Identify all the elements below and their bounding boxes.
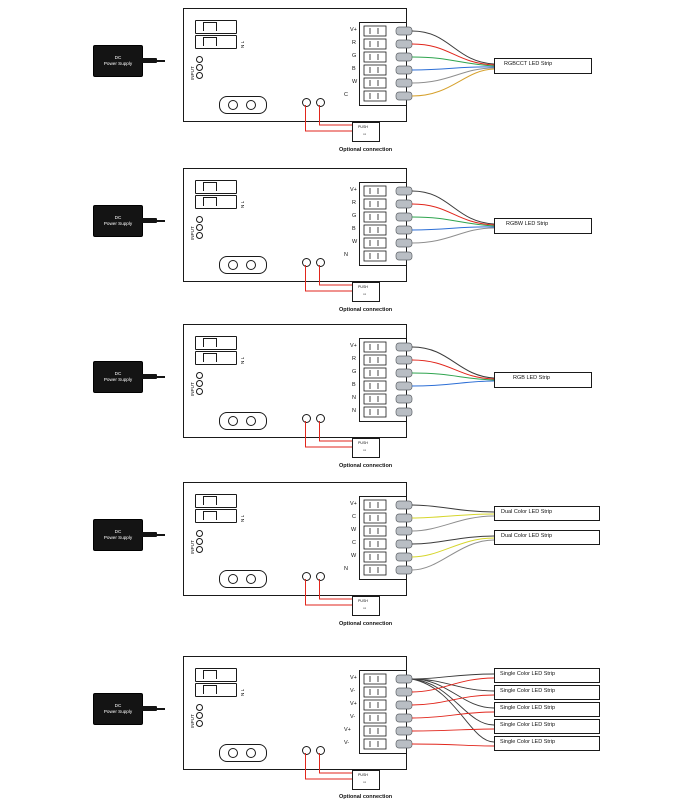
led-strip-label-rgbcct: RGBCCT LED Strip <box>504 61 553 67</box>
terminal-label-4: W <box>352 79 358 85</box>
ac-terminal-labels: N L <box>240 356 245 364</box>
push-button-glyph-rgbw: ▭ <box>363 292 367 296</box>
terminal-label-2: V+ <box>350 701 357 707</box>
terminal-label-2: G <box>352 53 357 59</box>
diagram-block-dual-color <box>0 474 679 639</box>
wiring-svg-rgbcct <box>0 0 679 160</box>
ac-terminal-labels: N L <box>240 200 245 208</box>
push-button-glyph-single: ▭ <box>363 780 367 784</box>
input-label-rgbw: INPUT <box>190 226 195 240</box>
terminal-label-5: N <box>344 566 348 572</box>
optional-connection-label-single: Optional connection <box>339 794 393 800</box>
power-supply-label-line1: DC <box>114 529 122 534</box>
ac-terminal-labels: N L <box>240 40 245 48</box>
terminal-label-1: R <box>352 200 356 206</box>
power-supply-label-line1: DC <box>114 55 122 60</box>
diagram-block-rgbcct <box>0 0 679 160</box>
push-button-label-dual: PUSH <box>358 599 368 603</box>
led-strip-label-single-5: Single Color LED Strip <box>500 739 556 745</box>
terminal-label-0: V+ <box>350 675 357 681</box>
terminal-label-1: R <box>352 356 356 362</box>
terminal-label-4: W <box>352 239 358 245</box>
led-strip-label-single-4: Single Color LED Strip <box>500 722 556 728</box>
ac-terminal-labels: N L <box>240 514 245 522</box>
optional-connection-label-rgbw: Optional connection <box>339 307 393 313</box>
led-strip-label-dual-1: Dual Color LED Strip <box>501 509 553 515</box>
power-supply-label-line1: DC <box>114 215 122 220</box>
input-label-dual: INPUT <box>190 540 195 554</box>
power-supply-label-line2: Power Supply <box>103 709 133 714</box>
terminal-label-5: N <box>352 408 356 414</box>
input-label-single: INPUT <box>190 714 195 728</box>
power-supply-label-line2: Power Supply <box>103 61 133 66</box>
terminal-label-2: G <box>352 213 357 219</box>
push-button-glyph-dual: ▭ <box>363 606 367 610</box>
terminal-label-0: V+ <box>350 27 357 33</box>
push-button-label-rgbcct: PUSH <box>358 125 368 129</box>
terminal-label-3: C <box>352 540 356 546</box>
terminal-label-4: W <box>351 553 357 559</box>
ac-terminal-labels: N L <box>240 688 245 696</box>
optional-connection-label-rgbcct: Optional connection <box>339 147 393 153</box>
power-supply-label-line1: DC <box>114 703 122 708</box>
terminal-label-2: G <box>352 369 357 375</box>
diagram-block-rgb <box>0 316 679 476</box>
input-label-rgb: INPUT <box>190 382 195 396</box>
push-button-glyph-rgb: ▭ <box>363 448 367 452</box>
terminal-label-5: N <box>344 252 348 258</box>
wiring-svg-rgbw <box>0 160 679 320</box>
optional-connection-label-dual: Optional connection <box>339 621 393 627</box>
push-button-label-rgb: PUSH <box>358 441 368 445</box>
terminal-label-4: V+ <box>344 727 351 733</box>
wiring-svg-rgb <box>0 316 679 476</box>
terminal-label-0: V+ <box>350 501 357 507</box>
terminal-label-3: B <box>352 66 356 72</box>
led-strip-label-rgb: RGB LED Strip <box>513 375 550 381</box>
push-button-label-rgbw: PUSH <box>358 285 368 289</box>
terminal-label-1: R <box>352 40 356 46</box>
input-label-rgbcct: INPUT <box>190 66 195 80</box>
push-button-label-single: PUSH <box>358 773 368 777</box>
push-button-glyph-rgbcct: ▭ <box>363 132 367 136</box>
power-supply-label-line2: Power Supply <box>103 535 133 540</box>
diagram-block-rgbw <box>0 160 679 320</box>
power-supply-label-line2: Power Supply <box>103 377 133 382</box>
terminal-label-3: B <box>352 226 356 232</box>
optional-connection-label-rgb: Optional connection <box>339 463 393 469</box>
led-strip-label-single-3: Single Color LED Strip <box>500 705 556 711</box>
power-supply-label-line1: DC <box>114 371 122 376</box>
terminal-label-5: V- <box>344 740 350 746</box>
diagram-block-single-color <box>0 638 679 800</box>
led-strip-label-rgbw: RGBW LED Strip <box>506 221 549 227</box>
wiring-svg-dual <box>0 474 679 639</box>
led-strip-label-single-1: Single Color LED Strip <box>500 671 556 677</box>
terminal-label-1: C <box>352 514 356 520</box>
terminal-label-3: B <box>352 382 356 388</box>
terminal-label-2: W <box>351 527 357 533</box>
power-supply-label-line2: Power Supply <box>103 221 133 226</box>
terminal-label-0: V+ <box>350 187 357 193</box>
terminal-label-3: V- <box>350 714 356 720</box>
terminal-label-4: N <box>352 395 356 401</box>
terminal-label-1: V- <box>350 688 356 694</box>
terminal-label-5: C <box>344 92 348 98</box>
led-strip-label-dual-2: Dual Color LED Strip <box>501 533 553 539</box>
terminal-label-0: V+ <box>350 343 357 349</box>
led-strip-label-single-2: Single Color LED Strip <box>500 688 556 694</box>
